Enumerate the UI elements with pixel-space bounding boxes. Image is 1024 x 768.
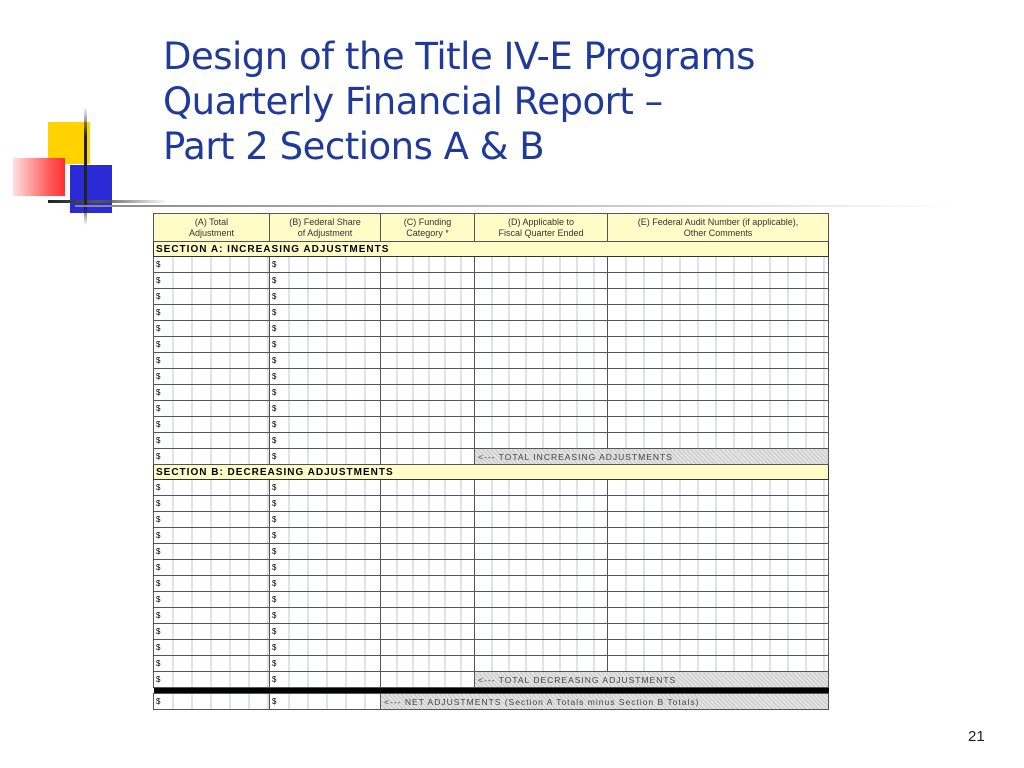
total-decreasing-label: <--- TOTAL DECREASING ADJUSTMENTS: [475, 672, 829, 688]
comments-cell[interactable]: [608, 417, 829, 433]
federal-share-cell[interactable]: $: [270, 592, 381, 608]
federal-share-cell[interactable]: $: [270, 480, 381, 496]
table-row: [154, 656, 829, 672]
fiscal-quarter-cell[interactable]: [475, 401, 608, 417]
federal-share-cell[interactable]: $: [270, 401, 381, 417]
federal-share-cell[interactable]: $: [270, 417, 381, 433]
funding-category-cell[interactable]: [381, 496, 475, 512]
table-row: [154, 528, 829, 544]
comments-cell[interactable]: [608, 544, 829, 560]
comments-cell[interactable]: [608, 305, 829, 321]
table-row: [154, 592, 829, 608]
table-row: [154, 433, 829, 449]
comments-cell[interactable]: [608, 624, 829, 640]
table-row: [154, 337, 829, 353]
fiscal-quarter-cell[interactable]: [475, 624, 608, 640]
total-adjustment-cell[interactable]: $: [154, 433, 270, 449]
total-adjustment-cell[interactable]: $: [154, 624, 270, 640]
funding-category-cell[interactable]: [381, 480, 475, 496]
federal-share-cell[interactable]: $: [270, 353, 381, 369]
federal-share-cell[interactable]: $: [270, 321, 381, 337]
slide-title: [163, 34, 755, 169]
funding-category-cell[interactable]: [381, 385, 475, 401]
total-increasing-row: [154, 449, 829, 465]
table-row: [154, 512, 829, 528]
fiscal-quarter-cell[interactable]: [475, 544, 608, 560]
total-adjustment-cell[interactable]: $: [154, 496, 270, 512]
total-increasing-total-cell[interactable]: $: [154, 449, 270, 465]
logo-vertical-line: [84, 107, 87, 225]
federal-share-cell[interactable]: $: [270, 640, 381, 656]
title-line-3: Part 2 Sections A & B: [163, 125, 545, 168]
comments-cell[interactable]: [608, 369, 829, 385]
table-row: [154, 640, 829, 656]
federal-share-cell[interactable]: $: [270, 560, 381, 576]
comments-cell[interactable]: [608, 321, 829, 337]
fiscal-quarter-cell[interactable]: [475, 417, 608, 433]
total-adjustment-cell[interactable]: $: [154, 385, 270, 401]
table-row: [154, 624, 829, 640]
comments-cell[interactable]: [608, 273, 829, 289]
total-adjustment-cell[interactable]: $: [154, 576, 270, 592]
logo-red-square: [13, 158, 65, 196]
federal-share-cell[interactable]: $: [270, 433, 381, 449]
net-total-cell[interactable]: $: [154, 694, 270, 710]
comments-cell[interactable]: [608, 528, 829, 544]
table-row: [154, 401, 829, 417]
fiscal-quarter-cell[interactable]: [475, 353, 608, 369]
federal-share-cell[interactable]: $: [270, 289, 381, 305]
fiscal-quarter-cell[interactable]: [475, 480, 608, 496]
net-adjustments-row: [154, 694, 829, 710]
federal-share-cell[interactable]: $: [270, 273, 381, 289]
net-adjustments-label: <--- NET ADJUSTMENTS (Section A Totals minus Section B Totals): [381, 694, 829, 710]
federal-share-cell[interactable]: $: [270, 512, 381, 528]
total-adjustment-cell[interactable]: $: [154, 608, 270, 624]
total-decreasing-row: [154, 672, 829, 688]
total-adjustment-cell[interactable]: $: [154, 353, 270, 369]
comments-cell[interactable]: [608, 289, 829, 305]
table-row: [154, 576, 829, 592]
page-number: 21: [968, 728, 985, 745]
total-increasing-label: <--- TOTAL INCREASING ADJUSTMENTS: [475, 449, 829, 465]
funding-category-cell[interactable]: [381, 576, 475, 592]
header-col-e: (E) Federal Audit Number (if applicable), Other Comments: [608, 214, 829, 242]
federal-share-cell[interactable]: $: [270, 576, 381, 592]
fiscal-quarter-cell[interactable]: [475, 656, 608, 672]
table-row: [154, 385, 829, 401]
comments-cell[interactable]: [608, 353, 829, 369]
total-adjustment-cell[interactable]: $: [154, 592, 270, 608]
header-col-b: (B) Federal Share of Adjustment: [270, 214, 381, 242]
funding-category-cell[interactable]: [381, 353, 475, 369]
total-adjustment-cell[interactable]: $: [154, 369, 270, 385]
fiscal-quarter-cell[interactable]: [475, 305, 608, 321]
table-row: [154, 353, 829, 369]
header-row: [154, 214, 829, 242]
title-line-2: Quarterly Financial Report –: [163, 80, 663, 123]
funding-category-cell[interactable]: [381, 433, 475, 449]
funding-category-cell[interactable]: [381, 528, 475, 544]
funding-category-cell[interactable]: [381, 624, 475, 640]
fiscal-quarter-cell[interactable]: [475, 257, 608, 273]
funding-category-cell[interactable]: [381, 401, 475, 417]
table-row: [154, 560, 829, 576]
total-increasing-federal-cell[interactable]: $: [270, 449, 381, 465]
funding-category-cell[interactable]: [381, 273, 475, 289]
logo-horizontal-line: [48, 200, 168, 203]
funding-category-cell[interactable]: [381, 305, 475, 321]
total-adjustment-cell[interactable]: $: [154, 480, 270, 496]
net-federal-cell[interactable]: $: [270, 694, 381, 710]
fiscal-quarter-cell[interactable]: [475, 273, 608, 289]
funding-category-cell[interactable]: [381, 321, 475, 337]
federal-share-cell[interactable]: $: [270, 496, 381, 512]
comments-cell[interactable]: [608, 480, 829, 496]
federal-share-cell[interactable]: $: [270, 624, 381, 640]
table-row: [154, 369, 829, 385]
federal-share-cell[interactable]: $: [270, 528, 381, 544]
header-col-c: (C) Funding Category *: [381, 214, 475, 242]
comments-cell[interactable]: [608, 257, 829, 273]
fiscal-quarter-cell[interactable]: [475, 289, 608, 305]
comments-cell[interactable]: [608, 576, 829, 592]
comments-cell[interactable]: [608, 496, 829, 512]
comments-cell[interactable]: [608, 608, 829, 624]
funding-category-cell[interactable]: [381, 369, 475, 385]
fiscal-quarter-cell[interactable]: [475, 640, 608, 656]
federal-share-cell[interactable]: $: [270, 257, 381, 273]
total-adjustment-cell[interactable]: $: [154, 544, 270, 560]
funding-category-cell[interactable]: [381, 289, 475, 305]
total-adjustment-cell[interactable]: $: [154, 512, 270, 528]
fiscal-quarter-cell[interactable]: [475, 337, 608, 353]
financial-report-form: [153, 213, 828, 710]
total-adjustment-cell[interactable]: $: [154, 656, 270, 672]
total-adjustment-cell[interactable]: $: [154, 305, 270, 321]
adjustments-table: [153, 213, 829, 710]
comments-cell[interactable]: [608, 640, 829, 656]
federal-share-cell[interactable]: $: [270, 544, 381, 560]
header-col-a: (A) Total Adjustment: [154, 214, 270, 242]
fiscal-quarter-cell[interactable]: [475, 433, 608, 449]
section-a-row: [154, 242, 829, 257]
table-row: [154, 321, 829, 337]
funding-category-cell[interactable]: [381, 592, 475, 608]
table-row: [154, 257, 829, 273]
table-row: [154, 480, 829, 496]
federal-share-cell[interactable]: $: [270, 337, 381, 353]
total-adjustment-cell[interactable]: $: [154, 257, 270, 273]
decorative-logo: [10, 105, 140, 230]
funding-category-cell[interactable]: [381, 544, 475, 560]
federal-share-cell[interactable]: $: [270, 385, 381, 401]
total-adjustment-cell[interactable]: $: [154, 289, 270, 305]
funding-category-cell[interactable]: [381, 560, 475, 576]
total-adjustment-cell[interactable]: $: [154, 560, 270, 576]
federal-share-cell[interactable]: $: [270, 656, 381, 672]
comments-cell[interactable]: [608, 401, 829, 417]
funding-category-cell[interactable]: [381, 337, 475, 353]
total-decreasing-category-cell: [381, 672, 475, 688]
comments-cell[interactable]: [608, 560, 829, 576]
fiscal-quarter-cell[interactable]: [475, 321, 608, 337]
funding-category-cell[interactable]: [381, 656, 475, 672]
funding-category-cell[interactable]: [381, 512, 475, 528]
total-decreasing-total-cell[interactable]: $: [154, 672, 270, 688]
total-adjustment-cell[interactable]: $: [154, 321, 270, 337]
federal-share-cell[interactable]: $: [270, 369, 381, 385]
section-b-label: SECTION B: DECREASING ADJUSTMENTS: [154, 465, 829, 480]
funding-category-cell[interactable]: [381, 608, 475, 624]
fiscal-quarter-cell[interactable]: [475, 385, 608, 401]
table-row: [154, 496, 829, 512]
federal-share-cell[interactable]: $: [270, 305, 381, 321]
total-adjustment-cell[interactable]: $: [154, 640, 270, 656]
funding-category-cell[interactable]: [381, 640, 475, 656]
fiscal-quarter-cell[interactable]: [475, 512, 608, 528]
fiscal-quarter-cell[interactable]: [475, 592, 608, 608]
title-line-1: Design of the Title IV-E Programs: [163, 35, 755, 78]
title-divider: [75, 205, 955, 207]
table-row: [154, 608, 829, 624]
comments-cell[interactable]: [608, 512, 829, 528]
total-adjustment-cell[interactable]: $: [154, 528, 270, 544]
table-row: [154, 544, 829, 560]
total-adjustment-cell[interactable]: $: [154, 273, 270, 289]
total-adjustment-cell[interactable]: $: [154, 417, 270, 433]
table-row: [154, 305, 829, 321]
fiscal-quarter-cell[interactable]: [475, 576, 608, 592]
header-col-d: (D) Applicable to Fiscal Quarter Ended: [475, 214, 608, 242]
table-row: [154, 417, 829, 433]
funding-category-cell[interactable]: [381, 417, 475, 433]
section-b-row: [154, 465, 829, 480]
fiscal-quarter-cell[interactable]: [475, 496, 608, 512]
fiscal-quarter-cell[interactable]: [475, 560, 608, 576]
total-adjustment-cell[interactable]: $: [154, 401, 270, 417]
federal-share-cell[interactable]: $: [270, 608, 381, 624]
comments-cell[interactable]: [608, 592, 829, 608]
total-increasing-category-cell: [381, 449, 475, 465]
funding-category-cell[interactable]: [381, 257, 475, 273]
total-decreasing-federal-cell[interactable]: $: [270, 672, 381, 688]
fiscal-quarter-cell[interactable]: [475, 608, 608, 624]
comments-cell[interactable]: [608, 433, 829, 449]
comments-cell[interactable]: [608, 385, 829, 401]
section-a-label: SECTION A: INCREASING ADJUSTMENTS: [154, 242, 829, 257]
fiscal-quarter-cell[interactable]: [475, 369, 608, 385]
table-row: [154, 273, 829, 289]
total-adjustment-cell[interactable]: $: [154, 337, 270, 353]
table-row: [154, 289, 829, 305]
fiscal-quarter-cell[interactable]: [475, 528, 608, 544]
comments-cell[interactable]: [608, 337, 829, 353]
comments-cell[interactable]: [608, 656, 829, 672]
